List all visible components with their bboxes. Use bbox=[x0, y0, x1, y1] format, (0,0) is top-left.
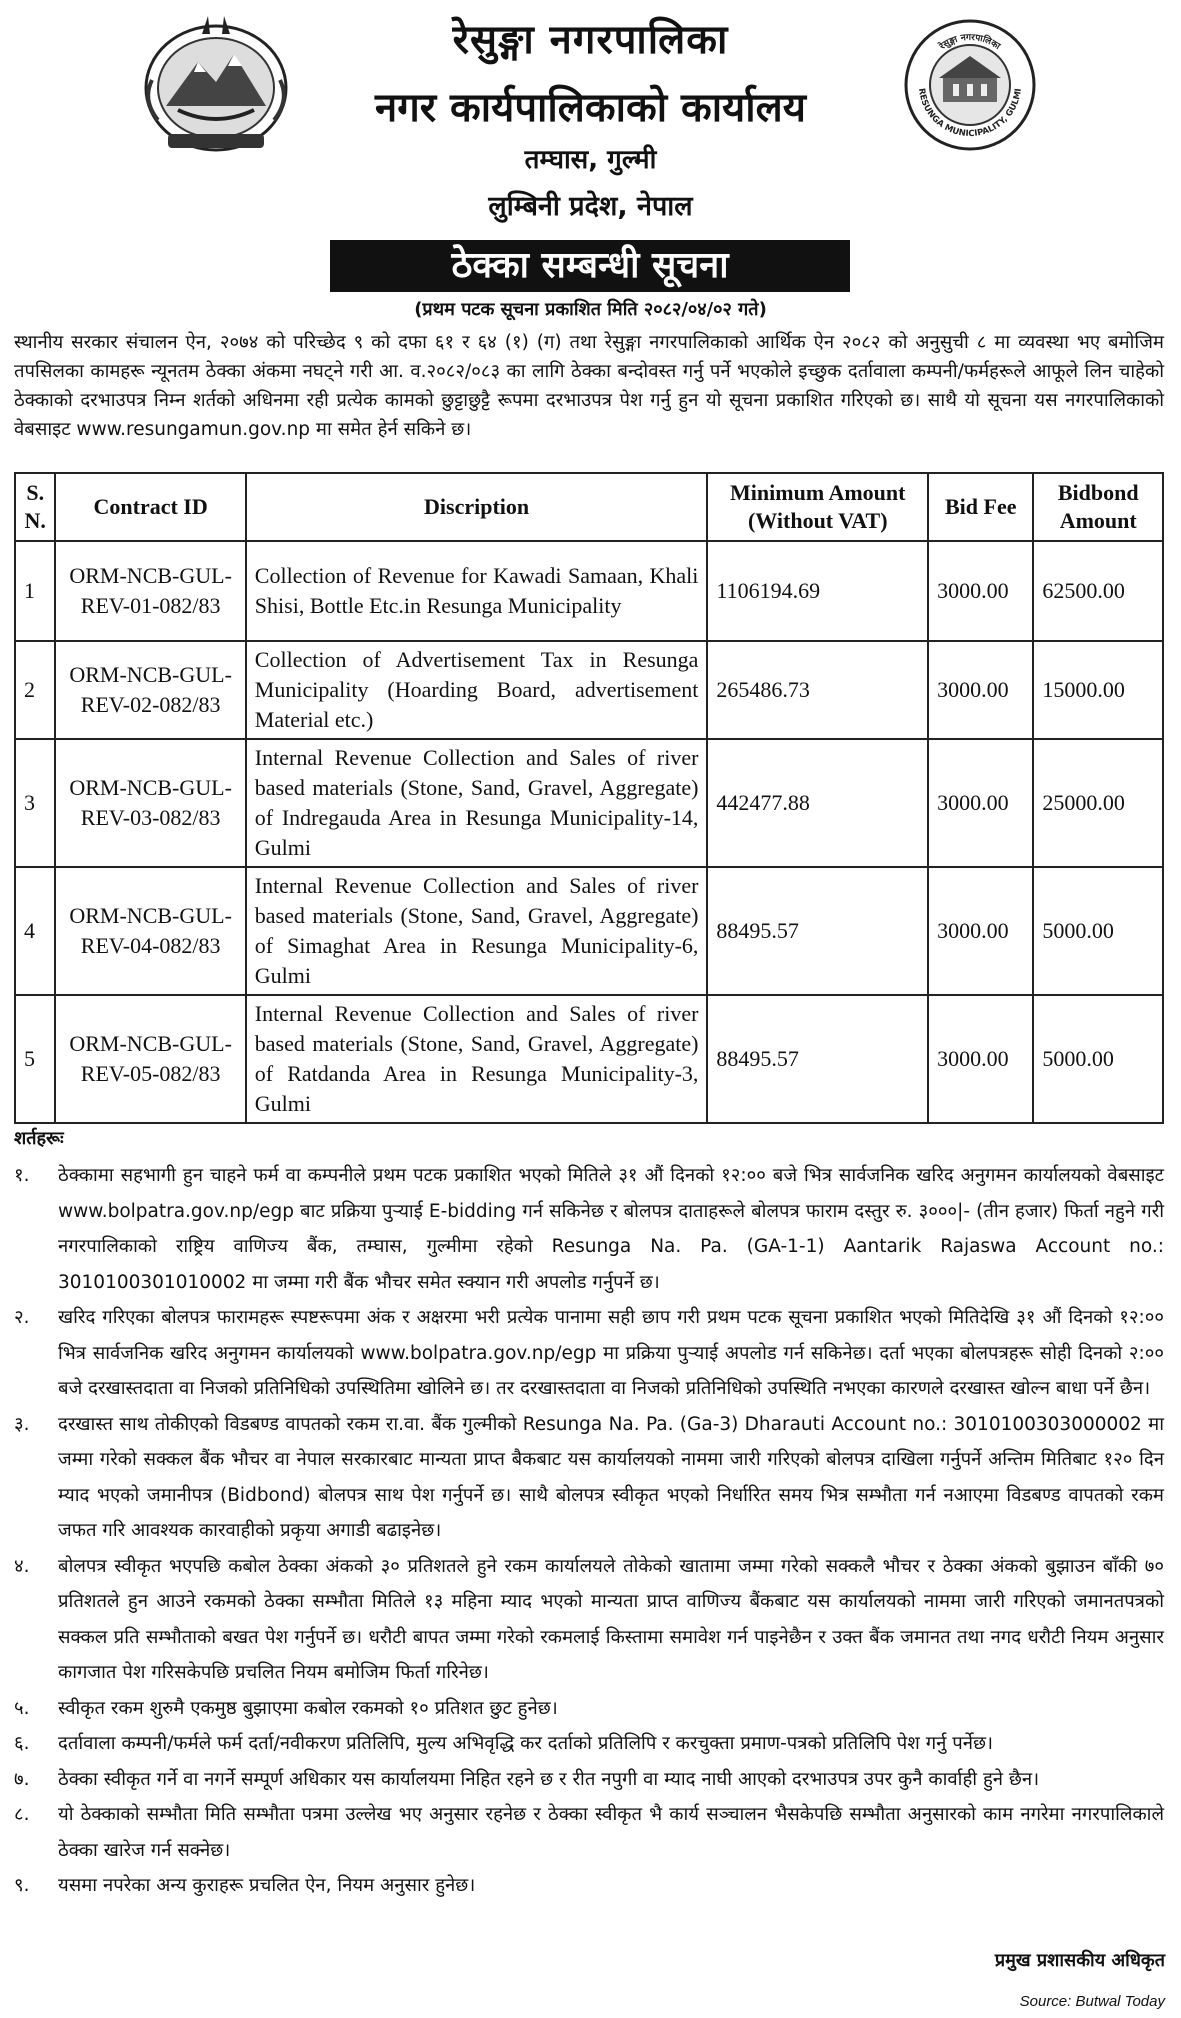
list-item bbox=[14, 1407, 1164, 1549]
row-bidbond: 5000.00 bbox=[1033, 995, 1163, 1123]
header-contract-id: Contract ID bbox=[55, 473, 245, 541]
seal-bottom-text: RESUNGA MUNICIPALITY, GULMI bbox=[916, 87, 1024, 140]
term-number: ६. bbox=[14, 1733, 30, 1754]
row-contract-id: ORM-NCB-GUL-REV-04-082/83 bbox=[55, 867, 245, 995]
row-min-amount: 265486.73 bbox=[707, 641, 928, 739]
row-contract-id: ORM-NCB-GUL-REV-03-082/83 bbox=[55, 739, 245, 867]
office-location: तम्घास, गुल्मी bbox=[524, 145, 657, 175]
table-row bbox=[15, 541, 1163, 641]
intro-paragraph: स्थानीय सरकार संचालन ऐन, २०७४ को परिच्छेद ९ को दफा ६१ र ६४ (१) (ग) तथा रेसुङ्गा नगरपालिकाको आर्थिक ऐन २०८२ को अनुसुची ८ मा व्यवस्था भए बमोजिम तपसिलका कामहरू न्यूनतम ठेक्का अंकमा नघट्ने गरी आ. व.२०८२/०८३ का लागि ठेक्का बन्दोवस्त गर्नु पर्ने भएकोले इच्छुक दर्तावाला कम्पनी/फर्महरूले आफूले लिन चाहेको ठेक्काको दरभाउपत्र निम्न शर्तको अधिनमा रही प्रत्येक कामको छुट्टाछुट्टै रूपमा दरभाउपत्र पेश गर्नु हुन यो सूचना प्रकाशित गरिएको छ। साथै यो सूचना यस नगरपालिकाको वेबसाइट www.resungamun.gov.np मा समेत हेर्न सकिने छ। bbox=[14, 332, 1164, 440]
row-sn: 4 bbox=[15, 867, 55, 995]
row-bid-fee: 3000.00 bbox=[928, 541, 1033, 641]
terms-heading: शर्तहरूः bbox=[14, 1128, 64, 1149]
seal-top-text: रेसुङ्गा नगरपालिका bbox=[938, 32, 1002, 53]
row-bid-fee: 3000.00 bbox=[928, 995, 1033, 1123]
term-text: ठेक्का स्वीकृत गर्ने वा नगर्ने सम्पूर्ण अधिकार यस कार्यालयमा निहित रहने छ र रीत नपुगी वा म्याद नाघी आएको दरभाउपत्र उपर कुनै कार्वाही हुने छैन। bbox=[58, 1768, 1040, 1790]
contracts-table bbox=[14, 472, 1164, 1124]
list-item bbox=[14, 1762, 1164, 1798]
header-bid-fee: Bid Fee bbox=[928, 473, 1033, 541]
office-name: नगर कार्यपालिकाको कार्यालय bbox=[375, 85, 806, 131]
header-sn: S. N. bbox=[15, 473, 55, 541]
term-text: दर्तावाला कम्पनी/फर्मले फर्म दर्ता/नवीकरण प्रतिलिपि, मुल्य अभिवृद्धि कर दर्ताको प्रतिलिपि र करचुक्ता प्रमाण-पत्रको प्रतिलिपि पेश गर्नु पर्नेछ। bbox=[58, 1733, 994, 1754]
term-text: ठेक्कामा सहभागी हुन चाहने फर्म वा कम्पनीले प्रथम पटक प्रकाशित भएको मितिले ३१ औं दिनको १२:०० बजे भित्र सार्वजनिक खरिद अनुगमन कार्यालयको वेबसाइट www.bolpatra.gov.np/egp बाट प्रक्रिया पुऱ्याई E-bidding गर्न सकिनेछ र बोलपत्र दाताहरूले बोलपत्र फाराम दस्तुर रु. ३०००|- (तीन हजार) फिर्ता नहुने गरी नगरपालिकाको राष्ट्रिय वाणिज्य बैंक, तम्घास, गुल्मीमा रहेको Resunga Na. Pa. (GA-1-1) Aantarik Rajaswa Account no.: 3010100301010002 मा जम्मा गरी बैंक भौचर समेत स्क्यान गरी अपलोड गर्नुपर्ने छ। bbox=[58, 1165, 1164, 1293]
row-description: Internal Revenue Collection and Sales of river based materials (Stone, Sand, Gravel, Aggregate) of Ratdanda Area in Resunga Municipality-3, Gulmi bbox=[246, 995, 708, 1123]
table-row bbox=[15, 739, 1163, 867]
row-min-amount: 442477.88 bbox=[707, 739, 928, 867]
row-bid-fee: 3000.00 bbox=[928, 641, 1033, 739]
row-description: Internal Revenue Collection and Sales of river based materials (Stone, Sand, Gravel, Aggregate) of Indregauda Area in Resunga Municipality-14, Gulmi bbox=[246, 739, 708, 867]
term-text: यो ठेक्काको सम्भौता मिति सम्भौता पत्रमा उल्लेख भए अनुसार रहनेछ र ठेक्का स्वीकृत भै कार्य सञ्चालन भैसकेपछि सम्भौता अनुसारको काम नगरेमा नगरपालिकाले ठेक्का खारेज गर्न सक्नेछ। bbox=[58, 1804, 1164, 1861]
row-sn: 5 bbox=[15, 995, 55, 1123]
row-contract-id: ORM-NCB-GUL-REV-01-082/83 bbox=[55, 541, 245, 641]
term-number: ३. bbox=[14, 1413, 30, 1435]
list-item bbox=[14, 1726, 1164, 1762]
term-number: ४. bbox=[14, 1555, 30, 1577]
list-item bbox=[14, 1300, 1164, 1407]
term-text: यसमा नपरेका अन्य कुराहरू प्रचलित ऐन, नियम अनुसार हुनेछ। bbox=[58, 1875, 476, 1896]
list-item bbox=[14, 1549, 1164, 1691]
term-text: खरिद गरिएका बोलपत्र फारामहरू स्पष्टरूपमा अंक र अक्षरमा भरी प्रत्येक पानामा सही छाप गरी प्रथम पटक सूचना प्रकाशित भएको मितिदेखि ३१ औं दिनको १२:०० भित्र सार्वजनिक खरिद अनुगमन कार्यालयको www.bolpatra.gov.np/egp मा प्रक्रिया पुऱ्याई अपलोड गर्न सकिनेछ। दर्ता भएका बोलपत्रहरू सोही दिनको २:०० बजे दरखास्तदाता वा निजको प्रतिनिधिको उपस्थितिमा खोलिने छ। तर दरखास्तदाता वा निजको प्रतिनिधिको उपस्थिति नभएका कारणले दरखास्त खोल्न बाधा पर्ने छैन। bbox=[58, 1307, 1164, 1399]
list-item bbox=[14, 1868, 1164, 1904]
term-number: ९. bbox=[14, 1875, 30, 1896]
row-bidbond: 25000.00 bbox=[1033, 739, 1163, 867]
term-text: बोलपत्र स्वीकृत भएपछि कबोल ठेक्का अंकको ३० प्रतिशतले हुने रकम कार्यालयले तोकेको खातामा जम्मा गरेको सक्कलै भौचर र ठेक्का अंकको बुझाउन बाँकी ७० प्रतिशतले हुन आउने रकमको ठेक्का सम्भौता मितिले १३ महिना म्याद भएको मान्यता प्राप्त वाणिज्य बैंकबाट यस कार्यालयको नाममा जारी गरिएको जमानतपत्रको सक्कल प्रति सम्भौताको बखत पेश गर्नुपर्ने छ। धरौटी बापत जम्मा गरेको रकमलाई किस्तामा समावेश गर्न पाइनेछैन र उक्त बैंक जमानत तथा नगद धरौटी नियम अनुसार कागजात पेश गरिसकेपछि प्रचलित नियम बमोजिम फिर्ता गरिनेछ। bbox=[58, 1555, 1164, 1683]
table-row bbox=[15, 641, 1163, 739]
table-header-row bbox=[15, 473, 1163, 541]
row-bidbond: 15000.00 bbox=[1033, 641, 1163, 739]
table-row bbox=[15, 995, 1163, 1123]
source-credit: Source: Butwal Today bbox=[1019, 1993, 1165, 2010]
row-bid-fee: 3000.00 bbox=[928, 739, 1033, 867]
province-name: लुम्बिनी प्रदेश, नेपाल bbox=[488, 191, 693, 222]
org-name: रेसुङ्गा नगरपालिका bbox=[452, 17, 729, 63]
row-min-amount: 88495.57 bbox=[707, 995, 928, 1123]
row-sn: 1 bbox=[15, 541, 55, 641]
term-number: ५. bbox=[14, 1697, 30, 1719]
term-number: ८. bbox=[14, 1804, 30, 1825]
row-sn: 3 bbox=[15, 739, 55, 867]
list-item bbox=[14, 1691, 1164, 1727]
terms-list bbox=[14, 1158, 1164, 1904]
row-bidbond: 62500.00 bbox=[1033, 541, 1163, 641]
term-text: स्वीकृत रकम शुरुमै एकमुष्ठ बुझाएमा कबोल रकमको १० प्रतिशत छुट हुनेछ। bbox=[58, 1697, 558, 1719]
term-number: २. bbox=[14, 1307, 30, 1328]
notice-title-banner: ठेक्का सम्बन्धी सूचना bbox=[330, 240, 850, 292]
row-bid-fee: 3000.00 bbox=[928, 867, 1033, 995]
term-text: दरखास्त साथ तोकीएको विडबण्ड वापतको रकम रा.वा. बैंक गुल्मीको Resunga Na. Pa. (Ga-3) Dharauti Account no.: 3010100303000002 मा जम्मा गरेको सक्कल बैंक भौचर वा नेपाल सरकारबाट मान्यता प्राप्त बैकबाट यस कार्यालयको नाममा जारी गरिएको बोलपत्र दाखिला गर्नुपर्ने अन्तिम मितिबाट १२० दिन म्याद भएको जमानीपत्र (Bidbond) बोलपत्र साथ पेश गर्नुपर्ने छ। साथै बोलपत्र स्वीकृत भएको निर्धारित समय भित्र सम्भौता गर्न नआएमा विडबण्ड वापतको रकम जफत गरि आवश्यक कारवाहीको प्रकृया अगाडी बढाइनेछ। bbox=[58, 1413, 1164, 1541]
term-number: १. bbox=[14, 1165, 30, 1186]
header-description: Discription bbox=[246, 473, 708, 541]
row-description: Collection of Advertisement Tax in Resunga Municipality (Hoarding Board, advertisement Material etc.) bbox=[246, 641, 708, 739]
header-min-amount: Minimum Amount (Without VAT) bbox=[707, 473, 928, 541]
row-contract-id: ORM-NCB-GUL-REV-05-082/83 bbox=[55, 995, 245, 1123]
row-bidbond: 5000.00 bbox=[1033, 867, 1163, 995]
header-bidbond: Bidbond Amount bbox=[1033, 473, 1163, 541]
row-sn: 2 bbox=[15, 641, 55, 739]
list-item bbox=[14, 1158, 1164, 1300]
signatory-title: प्रमुख प्रशासकीय अधिकृत bbox=[994, 1950, 1165, 1971]
row-contract-id: ORM-NCB-GUL-REV-02-082/83 bbox=[55, 641, 245, 739]
row-description: Internal Revenue Collection and Sales of river based materials (Stone, Sand, Gravel, Aggregate) of Simaghat Area in Resunga Municipality-6, Gulmi bbox=[246, 867, 708, 995]
row-description: Collection of Revenue for Kawadi Samaan, Khali Shisi, Bottle Etc.in Resunga Municipality bbox=[246, 541, 708, 641]
row-min-amount: 1106194.69 bbox=[707, 541, 928, 641]
row-min-amount: 88495.57 bbox=[707, 867, 928, 995]
list-item bbox=[14, 1797, 1164, 1868]
table-row bbox=[15, 867, 1163, 995]
term-number: ७. bbox=[14, 1768, 30, 1790]
publish-date-info: (प्रथम पटक सूचना प्रकाशित मिति २०८२/०४/०२ गते) bbox=[414, 299, 767, 320]
